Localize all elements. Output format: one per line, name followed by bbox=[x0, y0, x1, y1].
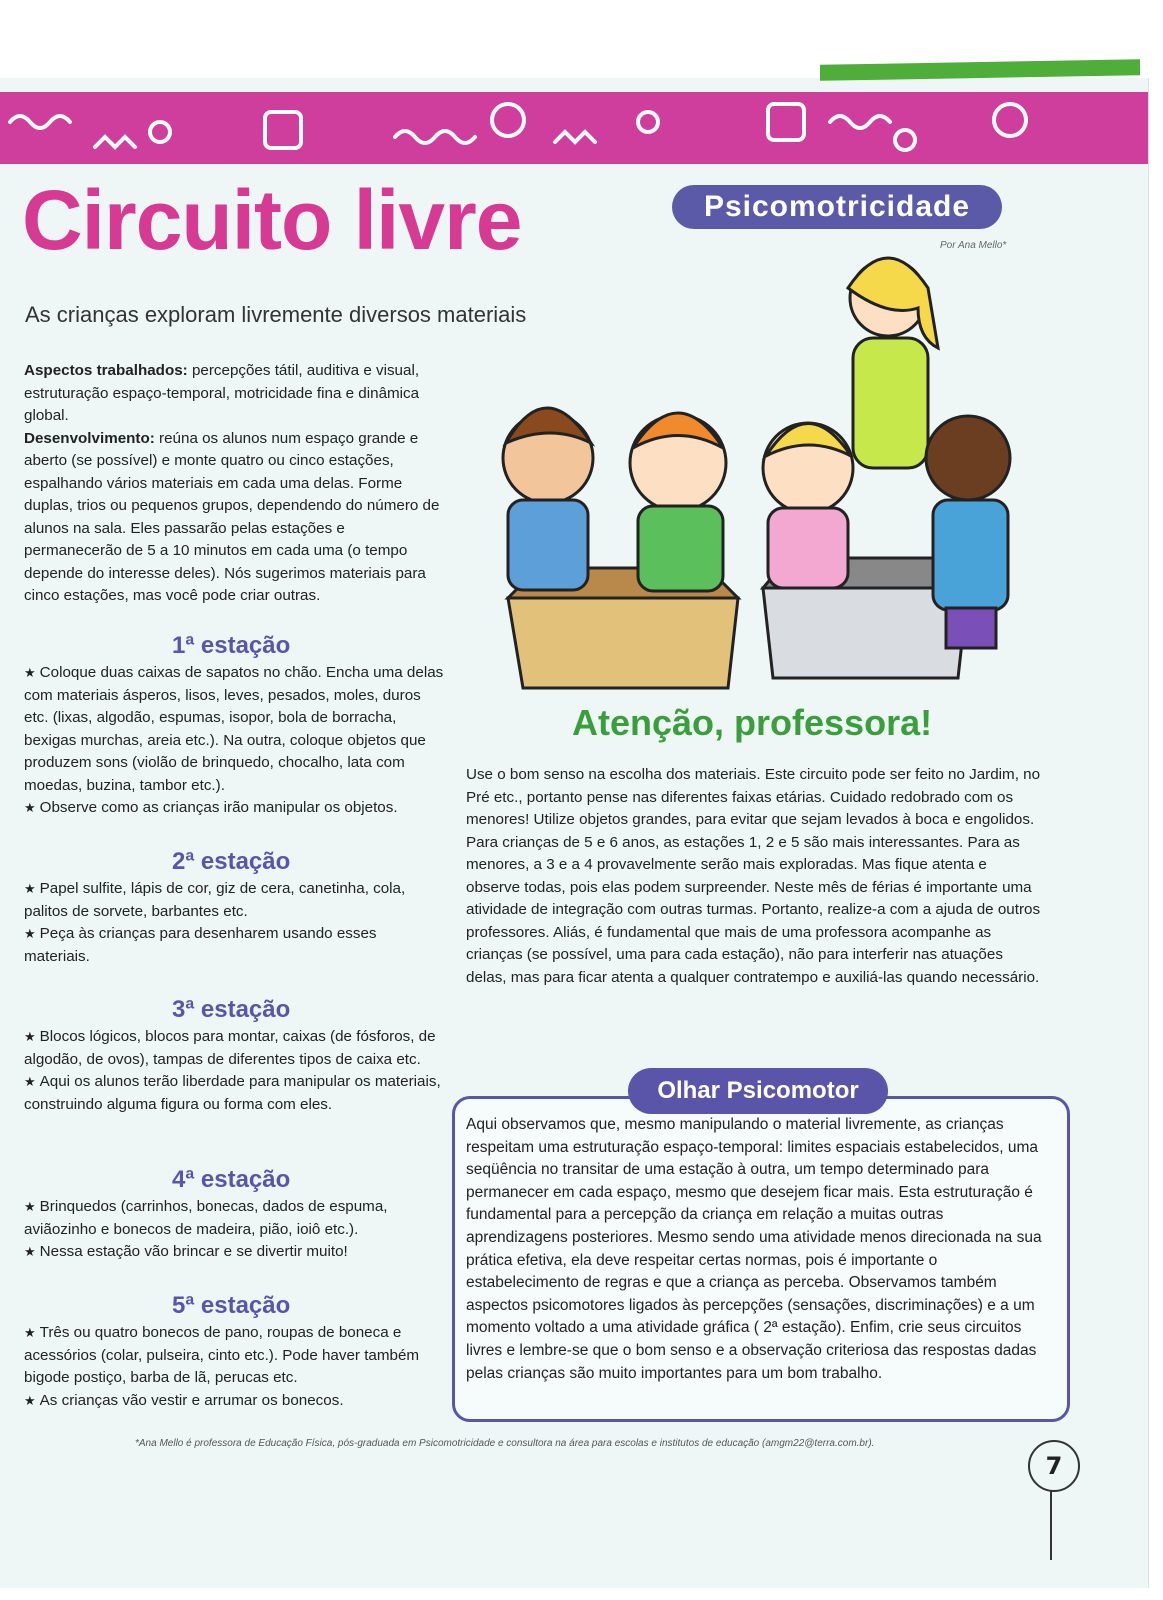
star-icon: ★ bbox=[24, 881, 36, 896]
attention-title: Atenção, professora! bbox=[572, 702, 933, 743]
star-icon: ★ bbox=[24, 1074, 36, 1089]
station-1-item-1: ★ Coloque duas caixas de sapatos no chão. Encha uma delas com materiais ásperos, lisos, leves, pesados, moles, duros etc. (lixas, algodão, espumas, isopor, bola de borracha, bexigas murchas, areia etc.). Na outra, coloque objetos que produzem sons (violão de brinquedo, chocalho, lata com moedas, buzina, tambor etc.). bbox=[24, 664, 444, 794]
dev-text: reúna os alunos num espaço grande e aberto (se possível) e monte quatro ou cinco estações, espalhando vários materiais em cada uma delas. Forme duplas, trios ou pequenos grupos, dependendo do número de alunos na sala. Eles passarão pelas estações e permanecerão de 5 a 10 minutos em cada uma (o tempo depende do interesse deles). Nós sugerimos materiais para cinco estações, mas você pode criar outras. bbox=[24, 429, 440, 604]
olhar-psicomotor-title: Olhar Psicomotor bbox=[628, 1068, 888, 1114]
station-3-text bbox=[24, 1026, 446, 1116]
star-icon: ★ bbox=[24, 800, 36, 815]
station-2-item-2: ★ Peça às crianças para desenharem usando esses materiais. bbox=[24, 925, 377, 965]
banner-doodles bbox=[0, 92, 1148, 164]
star-icon: ★ bbox=[24, 1392, 36, 1408]
olhar-psicomotor-text: Aqui observamos que, mesmo manipulando o material livremente, as crianças respeitam uma estruturação espaço-temporal: limites espaciais estabelecidos, uma seqüência no transitar de uma estação à outra, um tempo determinado para permanecer em cada espaço, mesmo que desejem ficar mais. Esta estruturação é fundamental para a percepção da criança em relação a muitas outras aprendizagens posteriores. Mesmo sendo uma atividade menos direcionada na sua prática efetiva, ela deve respeitar certas normas, pois é importante o estabelecimento de regras e que a criança as perceba. Observamos também aspectos psicomotores ligados às percepções (sensações, discriminações) e a um momento voltado a uma atividade gráfica ( 2ª estação). Enfim, crie seus circuitos livres e lembre-se que o bom senso e a observação criteriosa das respostas dadas pelas crianças são muito importantes para um bom trabalho. bbox=[466, 1116, 1042, 1382]
station-2-item-1: ★ Papel sulfite, lápis de cor, giz de cera, canetinha, cola, palitos de sorvete, barbantes etc. bbox=[24, 880, 406, 920]
station-4-title: 4ª estação bbox=[172, 1166, 291, 1193]
station-5-text bbox=[24, 1322, 446, 1412]
star-icon: ★ bbox=[24, 1029, 36, 1044]
star-icon: ★ bbox=[24, 1325, 36, 1340]
station-4-item-1: ★ Brinquedos (carrinhos, bonecas, dados de espuma, aviãozinho e bonecos de madeira, pião, ioiô etc.). bbox=[24, 1198, 388, 1238]
subtitle: As crianças exploram livremente diversos materiais bbox=[25, 302, 527, 327]
children-illustration bbox=[478, 238, 1038, 698]
attention-text: Use o bom senso na escolha dos materiais. Este circuito pode ser feito no Jardim, no Pré etc., portanto pense nas diferentes faixas etárias. Cuidado redobrado com os menores! Utilize objetos grandes, para evitar que sejam levados à boca e engolidos. Para crianças de 5 e 6 anos, as estações 1, 2 e 5 são mais interessantes. Para as menores, a 3 e a 4 provavelmente serão mais exploradas. Mas fique atenta e observe todas, pois elas podem surpreender. Neste mês de férias é importante uma atividade de integração com outras turmas. Portanto, realize-a com a ajuda de outros professores. Aliás, é fundamental que mais de uma professora acompanhe as crianças (se possível, uma para cada estação), não para interferir nas atuações delas, mas para ficar atenta a qualquer contratempo e auxiliá-las quando necessário. bbox=[466, 766, 1041, 986]
station-3-item-2: ★ Aqui os alunos terão liberdade para manipular os materiais, construindo alguma figura ou forma com eles. bbox=[24, 1073, 441, 1113]
section-pill: Psicomotricidade bbox=[672, 185, 1002, 229]
intro-paragraph bbox=[24, 360, 444, 608]
page-title: Circuito livre bbox=[22, 173, 522, 267]
author-footnote: *Ana Mello é professora de Educação Física, pós-graduada em Psicomotricidade e consultora na área para escolas e institutos de educação (amgm22@terra.com.br). bbox=[135, 1438, 875, 1449]
page-number: 7 bbox=[1028, 1440, 1080, 1492]
byline: Por Ana Mello* bbox=[940, 240, 1007, 251]
decorative-banner bbox=[0, 92, 1148, 164]
station-3-title: 3ª estação bbox=[172, 996, 291, 1023]
star-icon: ★ bbox=[24, 1199, 36, 1214]
station-4-item-2: ★ Nessa estação vão brincar e se divertir muito! bbox=[24, 1243, 348, 1260]
station-5-item-1: ★ Três ou quatro bonecos de pano, roupas de boneca e acessórios (colar, pulseira, cinto etc.). Pode haver também bigode postiço, barba de lã, perucas etc. bbox=[24, 1324, 420, 1386]
dev-label: Desenvolvimento: bbox=[24, 429, 155, 447]
station-3-item-1: ★ Blocos lógicos, blocos para montar, caixas (de fósforos, de algodão, de ovos), tampas de diferentes tipos de caixa etc. bbox=[24, 1028, 436, 1068]
star-icon: ★ bbox=[24, 1244, 36, 1259]
station-5-title: 5ª estação bbox=[172, 1292, 291, 1319]
station-1-item-2: ★ Observe como as crianças irão manipular os objetos. bbox=[24, 799, 398, 816]
aspects-text: percepções tátil, auditiva e visual, estruturação espaço-temporal, motricidade fina e dinâmica global. bbox=[24, 362, 420, 424]
station-2-title: 2ª estação bbox=[172, 848, 291, 875]
station-5-item-2: ★ As crianças vão vestir e arrumar os bonecos. bbox=[24, 1391, 344, 1409]
aspects-label: Aspectos trabalhados: bbox=[24, 362, 188, 379]
station-4-text bbox=[24, 1196, 446, 1264]
star-icon: ★ bbox=[24, 665, 36, 680]
balloon-string bbox=[1050, 1490, 1052, 1560]
station-1-text bbox=[24, 662, 446, 820]
station-1-title: 1ª estação bbox=[172, 632, 291, 659]
star-icon: ★ bbox=[24, 926, 36, 941]
station-2-text bbox=[24, 878, 446, 968]
